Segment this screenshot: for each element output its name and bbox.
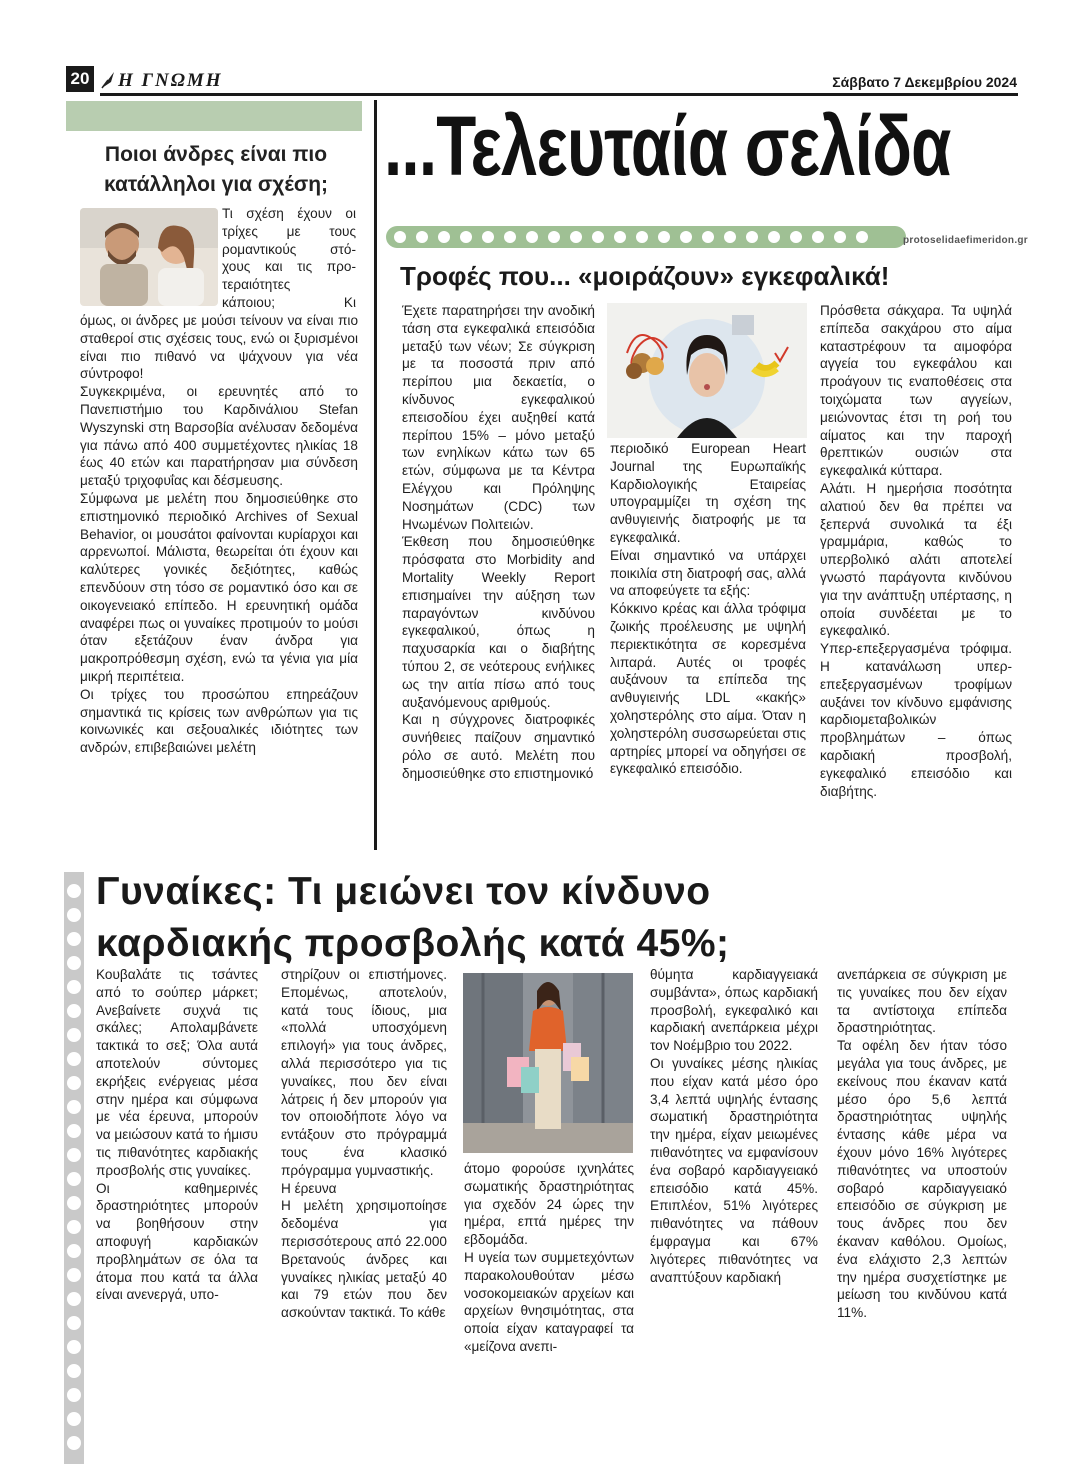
paragraph: Οι καθημερινές δραστηριότητες μπορούν να βοηθήσουν στην αποφυγή καρδιακών προβλημάτων σε όλα τα άτομα που κατά τα άλλα είναι ανενεργά, υπο-	[96, 1180, 258, 1303]
women-article-headline: Γυναίκες: Τι μειώνει τον κίνδυνο καρδιακής προσβολής κατά 45%;	[96, 870, 730, 965]
paragraph: Έκθεση που δημοσιεύθηκε πρόσφατα στο Morbidity and Mortality Weekly Report επισημαίνει την αύξηση των παραγόντων κινδύνου εγκεφαλικού, όπως η παχυσαρκία και ο διαβήτης τύπου 2, σε νεότερους ενήλικες ως την αιτία πίσω από τους αυξανόμενους αριθμούς.	[402, 534, 595, 710]
woman-food-illustration	[607, 303, 807, 438]
paragraph: περιοδικό European Heart Journal της Ευρωπαϊκής Καρδιολογικής Εταιρείας υπογραμμίζει τη σχέση της ανθυγιεινής διατροφής με τα εγκεφαλικά.	[610, 441, 806, 545]
women-article-col4	[650, 966, 818, 1286]
section-title: ...Τελευταία σελίδα	[384, 99, 951, 193]
paragraph: Τα οφέλη δεν ήταν τόσο μεγάλα για τους άνδρες, με εκείνους που έκαναν κατά μέσο όρο 5,6 λεπτά δραστηριότητας υψηλής έντασης κάθε μέρα να έχουν μόνο 16% λιγότερες πιθανότητες να υποστούν σοβαρό καρδιαγγειακό επεισόδιο σε σύγκριση με τους άνδρες που δεν έκαναν καθόλου. Ομοίως, ένα ελάχιστο 2,3 λεπτών την ημέρα συσχετίστηκε με μείωση του κινδύνου κατά 11%.	[837, 1038, 1007, 1321]
women-article-col1	[96, 966, 258, 1304]
paragraph: Οι τρίχες του προσώπου επηρεάζουν σημαντικά τις κρίσεις των ανθρώπων για τις κοινωνικές και σεξουαλικές ιδιότητες των ανδρών, επιβεβαιώνει μελέτη	[80, 686, 358, 756]
food-article-headline: Τροφές που... «μοιράζουν» εγκεφαλικά!	[400, 261, 890, 291]
food-article-col2	[610, 440, 806, 778]
paragraph: όμως, οι άνδρες με μούσι τείνουν να είναι πιο σταθεροί στις σχέσεις τους, ενώ οι ξυρισμένοι είναι πιο πιθανό να ψάχνουν για νέα σύντροφο!	[80, 313, 358, 382]
newspaper-name: Η ΓΝΩΜΗ	[118, 70, 223, 91]
paragraph: Κουβαλάτε τις τσάντες από το σούπερ μάρκετ; Ανεβαίνετε συχνά τις σκάλες; Απολαμβάνετε τακτικά το σεξ; Όλα αυτά αποτελούν σύντομες εκρήξεις ενέργειας μέσα στην ημέρα και σύμφωνα με νέα έρευνα, μπορούν να μειώσουν κατά το ήμισυ τις πιθανότητες καρδιακής προσβολής στις γυναίκες.	[96, 967, 258, 1178]
page-number: 20	[66, 66, 94, 92]
paragraph: Σύμφωνα με μελέτη που δημοσιεύθηκε στο επιστημονικό περιοδικό Archives of Sexual Behavior, οι μουσάτοι φαίνονται κυρίαρχοι και αρρενωποί. Μάλιστα, θεωρείται ότι έχουν και καλύτερες γονικές δεξιότητες, καθώς επενδύουν στη τόσο σε ρομαντικό όσο και σε οικογενειακό επίπεδο. Η ερευνητική ομάδα αναφέρει πως οι γυναίκες προτιμούν το μούσι όταν εξετάζουν έναν άνδρα για μακροπρόθεσμη σχέση, ενώ τα γένια για μία μικρή περιπέτεια.	[80, 490, 358, 684]
green-banner	[66, 101, 362, 131]
paragraph: Έχετε παρατηρήσει την ανοδική τάση στα εγκεφαλικά επεισόδια μεταξύ των νέων; Σε σύγκριση με τα ποσοστά πριν από περίπου μια δεκαετία, ο κίνδυνος εγκεφαλικού επεισοδίου έχει αυξηθεί κατά περίπου 15% – μόνο μεταξύ των ενηλίκων κάτω των 65 ετών, σύμφωνα με τα Κέντρα Ελέγχου και Πρόληψης Νοσημάτων (CDC) των Ηνωμένων Πολιτειών.	[402, 303, 595, 532]
couple-photo	[80, 208, 218, 306]
paragraph: Πρόσθετα σάκχαρα. Τα υψηλά επίπεδα σακχάρου στο αίμα καταστρέφουν τα αιμοφόρα αγγεία του εγκεφάλου και προάγουν τις εναποθέσεις στα τοιχώματα των αγγείων, μειώνοντας έτσι τη ροή του αίματος και την παροχή θρεπτικών ουσιών στα εγκεφαλικά κύτταρα.	[820, 303, 1012, 479]
women-article-col2	[281, 966, 447, 1322]
paragraph: Η έρευνα	[281, 1180, 337, 1196]
paragraph: άτομο φορούσε ιχνηλάτες σωματικής δραστηριότητας για σχεδόν 24 ώρες την ημέρα, επτά ημέρες την εβδομάδα.	[464, 1161, 634, 1248]
beard-article-wrap	[222, 205, 356, 312]
paragraph: θύμητα καρδιαγγειακά συμβάντα», όπως καρδιακή προσβολή, εγκεφαλικό και καρδιακή ανεπάρκεια μέχρι τον Νοέμβριο του 2022.	[650, 967, 818, 1054]
column-divider	[374, 100, 377, 850]
paragraph: Κόκκινο κρέας και άλλα τρόφιμα ζωικής προέλευσης με υψηλή περιεκτικότητα σε κορεσμένα λιπαρά. Αυτές οι τροφές αυξάνουν τα επίπεδα της ανθυγιεινής LDL «κακής» χοληστερόλης στο αίμα. Όταν η χοληστερόλη συσσωρεύεται στις αρτηρίες μπορεί να οδηγήσει σε εγκεφαλικό επεισόδιο.	[610, 601, 806, 777]
wrap-line: τρίχες με τους	[222, 223, 356, 239]
paragraph: Συγκεκριμένα, οι ερευνητές από το Πανεπιστήμιο του Καρδινάλιου Stefan Wyszynski στη Βαρσοβία ανέλυσαν δεδομένα για πάνω από 400 συμμετέχοντες ηλικίας 18 έως 40 ετών και παρατήρησαν μια σύνδεση μεταξύ τριχοφυΐας και δέσμευσης.	[80, 384, 358, 489]
source-watermark: protoselidaefimeridon.gr	[903, 235, 1028, 246]
quill-logo-icon	[100, 70, 116, 90]
women-article-col3	[464, 1160, 634, 1356]
paragraph: Η μελέτη χρησιμοποίησε δεδομένα για περισσότερους από 22.000 Βρετανούς άνδρες και γυναίκες ηλικίας μεταξύ 40 και 79 ετών που δεν ασκούνταν τακτικά. Το κάθε	[281, 1198, 447, 1321]
paragraph: Και η σύγχρονες διατροφικές συνήθειες παίζουν σημαντικό ρόλο σε αυτό. Μελέτη που δημοσιεύθηκε στο επιστημονικό	[402, 712, 595, 781]
wrap-line: χους και τις προ-	[222, 259, 356, 275]
wrap-line: ρομαντικούς στό-	[222, 241, 356, 257]
food-article-col1	[402, 302, 595, 783]
issue-date: Σάββατο 7 Δεκεμβρίου 2024	[832, 74, 1017, 90]
paragraph: Είναι σημαντικό να υπάρχει ποικιλία στη διατροφή σας, αλλά να αποφεύγετε τα εξής:	[610, 547, 806, 599]
food-article-col3	[820, 302, 1012, 800]
woman-shopping-photo	[463, 973, 633, 1153]
wrap-line: Τι σχέση έχουν οι	[222, 206, 356, 221]
wrap-line: κάποιου; Κι	[222, 294, 356, 310]
grey-dotted-band	[64, 872, 84, 1464]
paragraph: ανεπάρκεια σε σύγκριση με τις γυναίκες που δεν είχαν τα αντίστοιχα επίπεδα δραστηριότητας.	[837, 967, 1007, 1036]
paragraph: Η υγεία των συμμετεχόντων παρακολουθούταν μέσω νοσοκομειακών αρχείων και αρχείων θνησιμότητας, στα οποία είχαν καταγραφεί τα «μείζονα ανεπι-	[464, 1249, 634, 1354]
wrap-line: τεραιότητες	[222, 277, 291, 293]
paragraph: Οι γυναίκες μέσης ηλικίας που είχαν κατά μέσο όρο 3,4 λεπτά υψηλής έντασης σωματική δραστηριότητα την ημέρα, είχαν μειωμένες πιθανότητες να εμφανίσουν ένα σοβαρό καρδιαγγειακό επεισόδιο κατά 45%. Επιπλέον, 51% λιγότερες πιθανότητες να πάθουν έμφραγμα και 67% λιγότερες πιθανότητες να αναπτύξουν καρδιακή	[650, 1055, 818, 1285]
beard-article-body	[80, 312, 358, 757]
beard-article-headline: Ποιοι άνδρες είναι πιο κατάλληλοι για σχέση;	[103, 143, 329, 196]
women-article-col5	[837, 966, 1007, 1322]
paragraph: στηρίζουν οι επιστήμονες. Επομένως, αποτελούν, κατά τους ίδιους, μια «πολλά υποσχόμενη επιλογή» για τους άνδρες, αλλά περισσότερο για τις γυναίκες, που δεν είναι λάτρεις ή δεν μπορούν για τον οποιοδήποτε λόγο να εντάξουν στο πρόγραμμά τους ένα κλασικό πρόγραμμα γυμναστικής.	[281, 967, 447, 1178]
paragraph: Αλάτι. Η ημερήσια ποσότητα αλατιού δεν θα πρέπει να ξεπερνά συνολικά τα έξι γραμμάρια, καθώς το υπερβολικό αλάτι αποτελεί γνωστό παράγοντα κινδύνου για την ανάπτυξη υπέρτασης, η οποία συνδέεται με το εγκεφαλικό.	[820, 480, 1012, 639]
dotted-band	[386, 226, 906, 248]
paragraph: Υπερ-επεξεργασμένα τρόφιμα. Η κατανάλωση υπερ-επεξεργασμένων τροφίμων αυξάνει τον κίνδυνο εμφάνισης καρδιομεταβολικών προβλημάτων – όπως καρδιακή προσβολή, εγκεφαλικό επεισόδιο και διαβήτης.	[820, 641, 1012, 799]
